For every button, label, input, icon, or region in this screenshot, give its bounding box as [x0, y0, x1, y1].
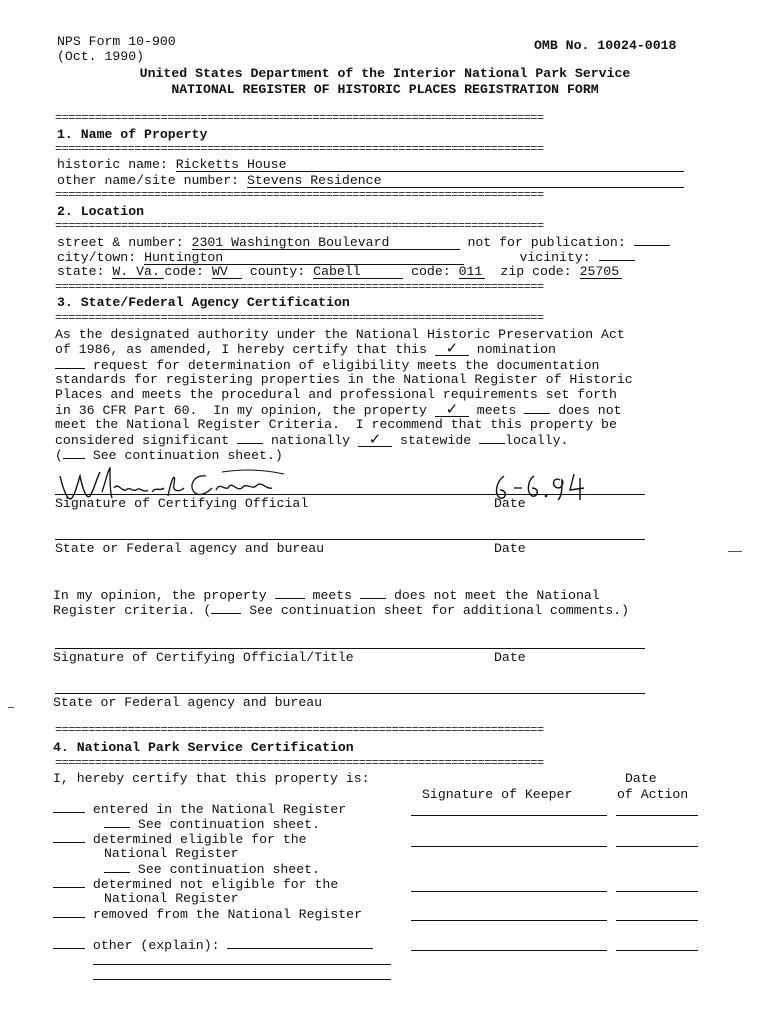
cert-line4: standards for registering properties in the National Register of Historic [55, 372, 633, 387]
cert-line1: As the designated authority under the National Historic Preservation Act [55, 327, 625, 342]
county-code-label: code: [411, 264, 451, 279]
entered-label: entered in the National Register [92, 802, 347, 817]
not-eligible-label-cont: National Register [104, 891, 239, 906]
zip-label: zip code: [500, 264, 572, 279]
agency-date-label: Date [494, 541, 526, 556]
county-code-value: 011 [458, 264, 483, 279]
opinion-meets-label: meets [312, 588, 353, 603]
open-paren: ( [55, 448, 63, 463]
opinion-meets-checkbox[interactable] [275, 587, 305, 599]
state-code-value: WV [211, 264, 228, 279]
state-value: W. Va. [112, 264, 160, 279]
vicinity-label: vicinity: [519, 250, 591, 265]
opinion-not-meet-label: does not meet the National [393, 588, 600, 603]
historic-name-field[interactable] [176, 158, 684, 172]
county-field[interactable] [313, 265, 403, 279]
signature-date-label: Date [494, 496, 526, 511]
city-value: Huntington [144, 250, 224, 265]
entered-continuation-checkbox[interactable] [104, 816, 130, 828]
scan-mark [728, 551, 742, 552]
nomination-checkbox[interactable]: ✓ [435, 342, 469, 356]
street-field[interactable] [192, 236, 460, 250]
other-checkbox[interactable] [53, 937, 85, 949]
signature2-label: Signature of Certifying Official/Title [53, 650, 354, 665]
agency-label: State or Federal agency and bureau [55, 541, 325, 556]
nps-intro: I, hereby certify that this property is: [53, 771, 370, 786]
cert-line9 [55, 447, 283, 463]
form-number-block [57, 34, 176, 64]
removed-checkbox[interactable] [53, 906, 85, 918]
not-eligible-keeper-signature-line[interactable] [411, 891, 607, 892]
entered-date-line[interactable] [616, 815, 698, 816]
agency2-label: State or Federal agency and bureau [53, 695, 323, 710]
separator-line: ========================================================================== [55, 191, 544, 199]
date-column-header: Date [625, 771, 657, 786]
continuation-label: See continuation sheet.) [92, 448, 283, 463]
not-for-publication-field[interactable] [634, 234, 670, 246]
county-code-field[interactable] [459, 265, 485, 279]
not-eligible-label: determined not eligible for the [92, 877, 339, 892]
request-checkbox[interactable] [55, 357, 85, 369]
opinion-text-a: In my opinion, the property [53, 588, 267, 603]
county-value: Cabell [313, 264, 361, 279]
cert-line5: Places and meets the procedural and professional requirements set forth [55, 387, 617, 402]
state-label: state: [57, 264, 105, 279]
separator-line: ========================================================================== [55, 145, 544, 153]
removed-label: removed from the National Register [92, 907, 362, 922]
zip-value: 25705 [579, 264, 620, 279]
street-value: 2301 Washington Boulevard [191, 235, 390, 250]
not-eligible-date-line[interactable] [616, 891, 698, 892]
eligible-label: determined eligible for the [92, 832, 307, 847]
meets-checkbox[interactable]: ✓ [435, 403, 469, 417]
statewide-label: statewide [399, 433, 472, 448]
form-number: NPS Form 10-900 [57, 34, 176, 49]
meets-label: meets [476, 403, 517, 418]
form-title: NATIONAL REGISTER OF HISTORIC PLACES REGISTRATION FORM [171, 82, 599, 97]
state-field[interactable] [112, 265, 164, 279]
agency-line [55, 539, 645, 540]
entered-continuation-label: See continuation sheet. [137, 817, 320, 832]
section4-heading: 4. National Park Service Certification [53, 740, 354, 755]
nationally-checkbox[interactable] [237, 432, 263, 444]
form-date: (Oct. 1990) [57, 49, 145, 64]
nps-removed-row [53, 906, 362, 922]
keeper-column-header: Signature of Keeper [422, 787, 573, 802]
does-not-meet-checkbox[interactable] [524, 402, 550, 414]
street-label: street & number: [57, 235, 184, 250]
cert-line3-text: request for determination of eligibility meets the documentation [92, 358, 600, 373]
scan-mark [8, 707, 14, 708]
nps-other-row [53, 937, 373, 953]
signature-line [55, 494, 645, 495]
other-keeper-signature-line[interactable] [411, 950, 607, 951]
removed-keeper-signature-line[interactable] [411, 920, 607, 921]
cert-line3 [55, 357, 599, 373]
city-row [57, 249, 635, 265]
does-not-label: does not [558, 403, 622, 418]
other-name-row [57, 173, 684, 188]
eligible-checkbox[interactable] [53, 831, 85, 843]
statewide-checkbox[interactable]: ✓ [358, 433, 392, 447]
nps-not-eligible-row [53, 876, 338, 892]
opinion-continuation-label: See continuation sheet for additional comments.) [249, 603, 630, 618]
other-date-line[interactable] [616, 950, 698, 951]
eligible-label-cont: National Register [104, 846, 239, 861]
opinion-line1 [53, 587, 600, 603]
agency2-line [55, 693, 645, 694]
continuation-checkbox[interactable] [63, 447, 85, 459]
other-explain-field[interactable] [227, 937, 373, 949]
agency-title: United States Department of the Interior National Park Service [139, 66, 631, 81]
opinion-line2 [53, 602, 629, 618]
signature2-line [55, 648, 645, 649]
section2-heading: 2. Location [57, 204, 145, 219]
entered-keeper-signature-line[interactable] [411, 815, 607, 816]
not-for-publication-label: not for publication: [467, 235, 626, 250]
removed-date-line[interactable] [616, 920, 698, 921]
cert-line6 [55, 402, 622, 418]
eligible-continuation-label: See continuation sheet. [137, 862, 320, 877]
historic-name-label: historic name: [57, 157, 168, 172]
eligible-date-line[interactable] [616, 846, 698, 847]
state-row [57, 264, 622, 279]
eligible-keeper-signature-line[interactable] [411, 846, 607, 847]
other-explain-line2[interactable] [93, 964, 391, 965]
city-field[interactable] [144, 251, 464, 265]
historic-name-row [57, 157, 684, 172]
signature-label: Signature of Certifying Official [55, 496, 309, 511]
entered-checkbox[interactable] [53, 801, 85, 813]
other-label: other (explain): [92, 938, 220, 953]
section3-heading: 3. State/Federal Agency Certification [57, 295, 350, 310]
historic-name-value: Ricketts House [175, 157, 287, 172]
city-label: city/town: [57, 250, 137, 265]
cert-line2-text: of 1986, as amended, I hereby certify that this [55, 342, 427, 357]
separator-line: ========================================================================== [55, 314, 544, 322]
nomination-label: nomination [476, 342, 556, 357]
nps-eligible-row [53, 831, 307, 847]
cert-line8 [55, 432, 568, 448]
nps-entered-row [53, 801, 346, 817]
cert-line6-text: in 36 CFR Part 60. In my opinion, the property [55, 403, 427, 418]
action-column-header: of Action [617, 787, 689, 802]
opinion-criteria-label: Register criteria. ( [53, 603, 212, 618]
locally-label: locally. [505, 433, 569, 448]
separator-line: ========================================================================== [55, 283, 544, 291]
not-eligible-checkbox[interactable] [53, 876, 85, 888]
separator-line: ========================================================================== [55, 222, 544, 230]
opinion-not-meet-checkbox[interactable] [360, 587, 386, 599]
cert-line2 [55, 339, 556, 357]
street-row [57, 234, 670, 250]
locally-checkbox[interactable] [479, 432, 505, 444]
state-code-field[interactable] [212, 265, 242, 279]
signature2-date-label: Date [494, 650, 526, 665]
separator-line: ========================================================================== [55, 726, 544, 734]
eligible-continuation-row [104, 861, 320, 877]
separator-line: ========================================================================== [55, 759, 544, 767]
entered-continuation-row [104, 816, 320, 832]
vicinity-field[interactable] [599, 249, 635, 261]
omb-number: OMB No. 10024-0018 [534, 38, 677, 53]
cert-line7: meet the National Register Criteria. I recommend that this property be [55, 417, 617, 432]
county-label: county: [249, 264, 306, 279]
nationally-label: nationally [270, 433, 351, 448]
opinion-continuation-checkbox[interactable] [211, 602, 241, 614]
other-explain-line3[interactable] [93, 979, 391, 980]
zip-field[interactable] [580, 265, 622, 279]
state-code-label: code: [164, 264, 204, 279]
other-name-field[interactable] [247, 174, 684, 188]
eligible-continuation-checkbox[interactable] [104, 861, 130, 873]
significant-label: considered significant [55, 433, 230, 448]
section1-heading: 1. Name of Property [57, 127, 208, 142]
other-name-label: other name/site number: [57, 173, 240, 188]
other-name-value: Stevens Residence [246, 173, 382, 188]
separator-line: ========================================================================== [55, 114, 544, 122]
